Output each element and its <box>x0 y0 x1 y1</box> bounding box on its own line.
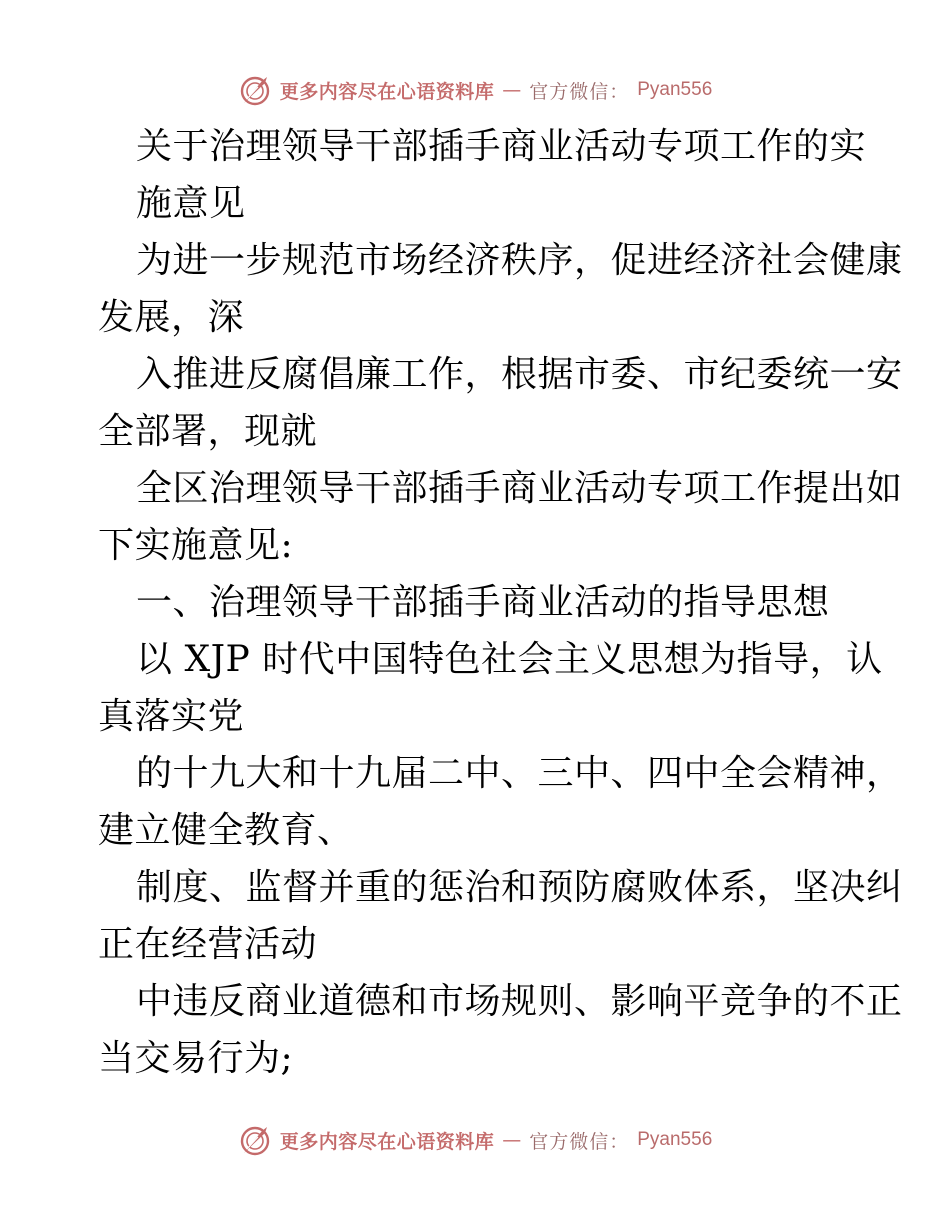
banner-library-text: 更多内容尽在心语资料库 <box>279 1130 495 1153</box>
banner-wechat-id: Pyan556 <box>637 1129 713 1150</box>
quill-pen-logo-icon <box>238 1123 272 1157</box>
paragraph-line: 的十九大和十九届二中、三中、四中全会精神， <box>136 753 903 794</box>
banner-wechat-label: 官方微信： <box>529 80 630 103</box>
title-line-2: 施意见 <box>136 183 246 224</box>
quill-pen-logo-icon <box>238 73 272 107</box>
paragraph-line: 正在经营活动 <box>98 924 318 965</box>
paragraph-line: 入推进反腐倡廉工作，根据市委、市纪委统一安 <box>136 354 903 395</box>
footer-watermark-banner <box>0 1120 950 1160</box>
paragraph-line: 真落实党 <box>98 696 245 737</box>
paragraph-line: 下实施意见: <box>98 525 294 566</box>
banner-dash: — <box>502 1129 522 1151</box>
title-line-1: 关于治理领导干部插手商业活动专项工作的实 <box>136 126 867 167</box>
section-heading: 一、治理领导干部插手商业活动的指导思想 <box>136 582 830 623</box>
document-body <box>98 118 903 1087</box>
banner-dash: — <box>502 79 522 101</box>
banner-wechat-label: 官方微信： <box>529 1130 630 1153</box>
paragraph-line: 建立健全教育、 <box>98 810 354 851</box>
paragraph-line: 全部署，现就 <box>98 411 318 452</box>
banner-wechat-id: Pyan556 <box>637 79 713 100</box>
paragraph-line: 为进一步规范市场经济秩序，促进经济社会健康 <box>136 240 903 281</box>
banner-library-text: 更多内容尽在心语资料库 <box>279 80 495 103</box>
paragraph-line: 中违反商业道德和市场规则、影响平竞争的不正 <box>136 981 903 1022</box>
paragraph-line: 制度、监督并重的惩治和预防腐败体系，坚决纠 <box>136 867 903 908</box>
paragraph-line: 发展，深 <box>98 297 245 338</box>
paragraph-line: 当交易行为; <box>98 1038 294 1079</box>
paragraph-line: 以 XJP 时代中国特色社会主义思想为指导，认 <box>136 639 883 680</box>
header-watermark-banner <box>0 70 950 110</box>
paragraph-line: 全区治理领导干部插手商业活动专项工作提出如 <box>136 468 903 509</box>
